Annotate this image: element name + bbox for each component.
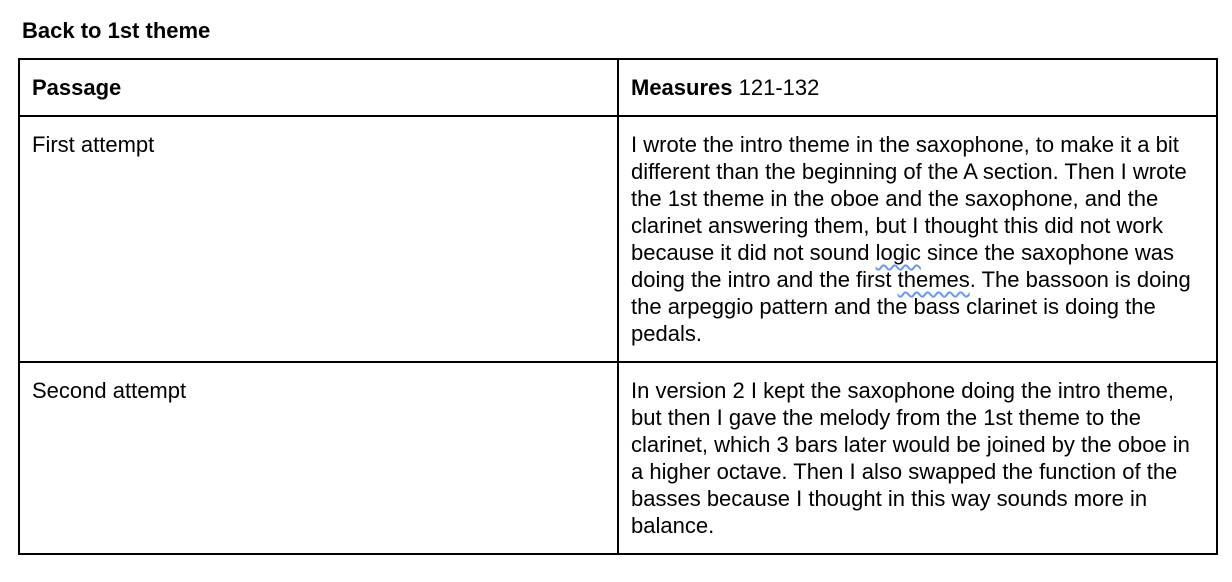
table-row-second-attempt [19,362,1217,554]
description-text: . The bassoon is doing the arpeggio pattern and the bass clarinet is doing the pedals. [631,267,1191,346]
header-cell-measures[interactable] [618,59,1217,116]
section-heading[interactable]: Back to 1st theme [22,18,211,43]
table-header-row [19,59,1217,116]
description-text: In version 2 I kept the saxophone doing the intro theme, but then I gave the melody from the 1st theme to the clarinet, which 3 bars later would be joined by the oboe in a higher octave. Then I also swapped the function of the basses because I thought in this way sounds more in balance. [631,378,1190,538]
passage-table [18,58,1218,555]
header-cell-passage[interactable] [19,59,618,116]
misspelled-word[interactable]: themes [897,267,970,292]
table-row-first-attempt [19,116,1217,362]
description-cell-first-attempt[interactable] [618,116,1217,362]
description-text: since the saxophone was doing the intro and the first [631,240,1175,292]
measures-header-label: Measures [631,75,733,100]
description-cell-second-attempt[interactable] [618,362,1217,554]
passage-header-label: Passage [32,75,122,100]
misspelled-word[interactable]: logic [875,240,921,265]
passage-cell-second-attempt[interactable]: Second attempt [19,362,618,554]
measures-value: 121-132 [738,75,820,100]
description-text: I wrote the intro theme in the saxophone, to make it a bit different than the beginning of the A section. Then I wrote the 1st theme in the oboe and the saxophone, and the clarinet answering them, but I thought this did not work because it did not sound [631,132,1187,265]
passage-cell-first-attempt[interactable]: First attempt [19,116,618,362]
